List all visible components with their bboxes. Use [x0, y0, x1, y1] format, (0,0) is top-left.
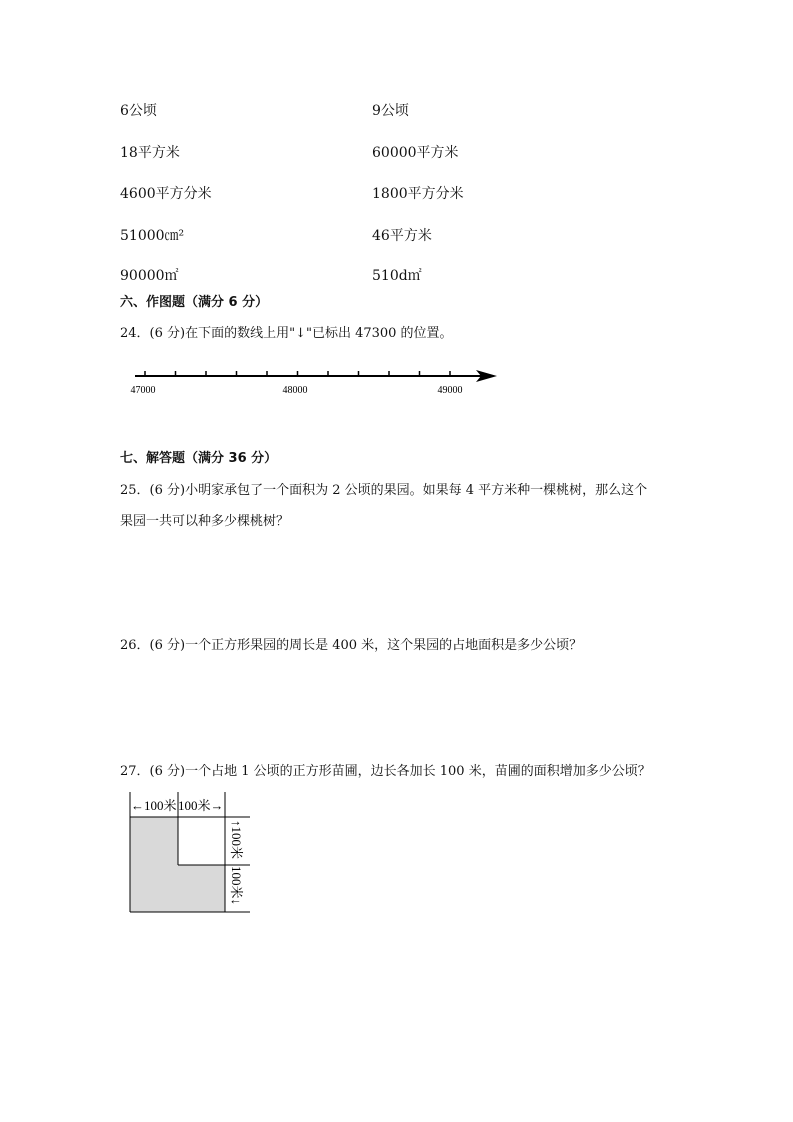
question-25-line2: 果园一共可以种多少棵桃树？ — [120, 514, 290, 529]
dim-label-up: ↑100米 — [229, 820, 244, 860]
square-garden-figure — [0, 780, 270, 920]
section-6-title: 六、作图题（满分 6 分） — [120, 295, 269, 310]
dim-label-right: 100米→ — [178, 798, 224, 813]
answer-right-4: 46平方米 — [372, 228, 432, 244]
answer-left-3: 4600平方分米 — [120, 186, 212, 202]
answer-left-1: 6公顷 — [120, 103, 157, 119]
question-26: 26．(6 分)一个正方形果园的周长是 400 米，这个果园的占地面积是多少公顷？ — [120, 638, 583, 653]
dim-label-left: ←100米 — [131, 798, 177, 813]
answer-left-4: 51000㎝² — [120, 228, 185, 244]
dim-label-down: 100米↓ — [229, 866, 244, 906]
tick-label-49000: 49000 — [437, 385, 463, 396]
answer-left-2: 18平方米 — [120, 145, 180, 161]
answer-right-3: 1800平方分米 — [372, 186, 464, 202]
answer-right-2: 60000平方米 — [372, 145, 459, 161]
question-27: 27．(6 分)一个占地 1 公顷的正方形苗圃，边长各加长 100 米，苗圃的面积增加多少公顷？ — [120, 764, 651, 779]
answer-right-5: 510d㎡ — [372, 268, 422, 284]
section-7-title: 七、解答题（满分 36 分） — [120, 451, 278, 466]
question-24: 24．(6 分)在下面的数线上用"↓"已标出 47300 的位置。 — [120, 326, 453, 341]
tick-label-48000: 48000 — [282, 385, 308, 396]
answer-left-5: 90000㎡ — [120, 268, 179, 284]
answer-right-1: 9公顷 — [372, 103, 409, 119]
number-line — [0, 360, 520, 410]
tick-label-47000: 47000 — [130, 385, 156, 396]
question-25-line1: 25．(6 分)小明家承包了一个面积为 2 公顷的果园。如果每 4 平方米种一棵桃树，那么这个 — [120, 483, 648, 498]
